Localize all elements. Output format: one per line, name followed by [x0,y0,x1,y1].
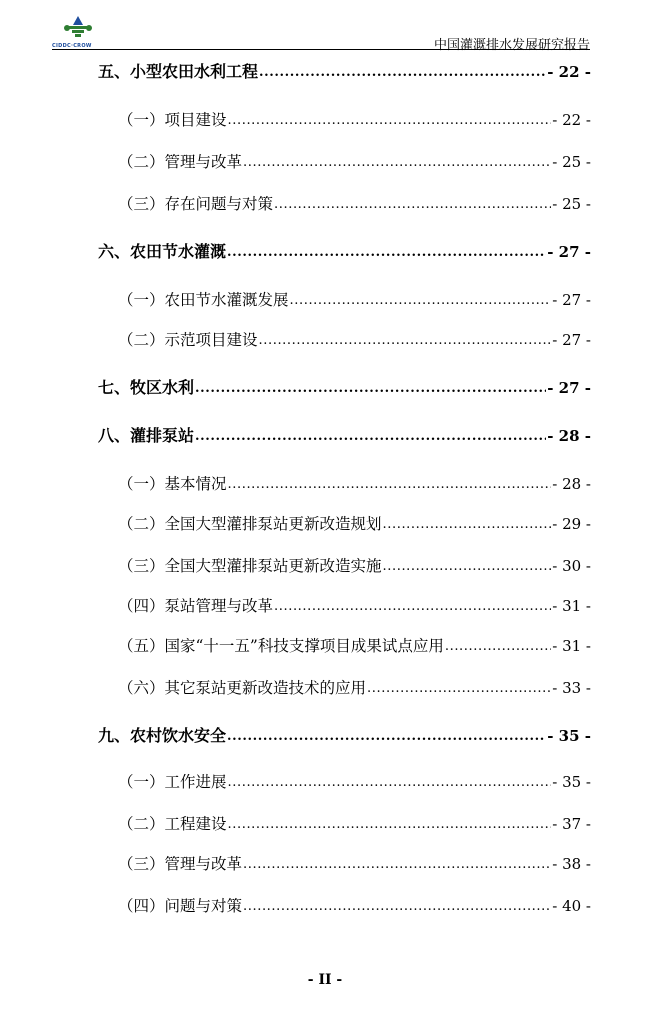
toc-entry-page-number: - 28 - [547,427,591,445]
toc-dot-leader [383,558,552,576]
toc-section-entry[interactable] [118,110,591,130]
toc-dot-leader [383,516,552,534]
toc-dot-leader [228,774,552,792]
toc-dot-leader [367,680,551,698]
toc-section-entry[interactable] [118,330,591,350]
toc-entry-page-number: - 31 - [552,597,591,615]
toc-dot-leader [228,816,552,834]
toc-chapter-entry[interactable] [98,378,591,398]
toc-chapter-entry[interactable] [98,426,591,446]
toc-entry-label: （四）问题与对策 [118,897,243,915]
toc-entry-page-number: - 38 - [552,855,591,873]
toc-entry-page-number: - 22 - [552,111,591,129]
toc-entry-label: （二）管理与改革 [118,153,243,171]
toc-entry-page-number: - 25 - [552,195,591,213]
toc-dot-leader [243,856,551,874]
toc-entry-label: （六）其它泵站更新改造技术的应用 [118,679,367,697]
toc-entry-page-number: - 37 - [552,815,591,833]
toc-entry-page-number: - 29 - [552,515,591,533]
toc-entry-page-number: - 27 - [552,291,591,309]
toc-entry-page-number: - 25 - [552,153,591,171]
toc-dot-leader [274,598,551,616]
toc-entry-label: （二）工程建设 [118,815,227,833]
toc-entry-label: （三）全国大型灌排泵站更新改造实施 [118,557,382,575]
toc-section-entry[interactable] [118,678,591,698]
toc-dot-leader [259,64,546,82]
toc-section-entry[interactable] [118,556,591,576]
toc-entry-page-number: - 22 - [547,63,591,81]
toc-section-entry[interactable] [118,290,591,310]
toc-dot-leader [243,154,551,172]
toc-section-entry[interactable] [118,636,591,656]
toc-section-entry[interactable] [118,152,591,172]
logo-text: CIDDC·CROW [52,43,92,49]
toc-entry-label: （一）农田节水灌溉发展 [118,291,289,309]
toc-entry-label: （一）工作进展 [118,773,227,791]
toc-dot-leader [228,112,552,130]
toc-section-entry[interactable] [118,896,591,916]
toc-dot-leader [227,728,546,746]
toc-entry-page-number: - 27 - [552,331,591,349]
toc-section-entry[interactable] [118,514,591,534]
toc-entry-label: 九、农村饮水安全 [98,726,227,745]
report-title: 中国灌溉排水发展研究报告 [433,38,590,53]
toc-chapter-entry[interactable] [98,62,591,82]
toc-entry-page-number: - 28 - [552,475,591,493]
toc-entry-page-number: - 27 - [547,243,591,261]
toc-entry-page-number: - 33 - [552,679,591,697]
toc-entry-label: 八、灌排泵站 [98,426,195,445]
toc-dot-leader [195,380,546,398]
toc-section-entry[interactable] [118,596,591,616]
toc-entry-page-number: - 30 - [552,557,591,575]
toc-dot-leader [259,332,552,350]
toc-entry-label: （三）管理与改革 [118,855,243,873]
toc-entry-label: （一）基本情况 [118,475,227,493]
toc-entry-label: 六、农田节水灌溉 [98,242,227,261]
toc-entry-label: （五）国家“十一五”科技支撑项目成果试点应用 [118,637,444,655]
toc-section-entry[interactable] [118,194,591,214]
toc-section-entry[interactable] [118,474,591,494]
toc-section-entry[interactable] [118,772,591,792]
toc-entry-label: 七、牧区水利 [98,378,195,397]
toc-dot-leader [290,292,552,310]
toc-chapter-entry[interactable] [98,242,591,262]
toc-entry-page-number: - 31 - [552,637,591,655]
toc-dot-leader [227,244,546,262]
toc-dot-leader [445,638,551,656]
toc-section-entry[interactable] [118,814,591,834]
toc-chapter-entry[interactable] [98,726,591,746]
toc-entry-page-number: - 35 - [552,773,591,791]
toc-entry-page-number: - 40 - [552,897,591,915]
toc-entry-page-number: - 35 - [547,727,591,745]
toc-entry-label: （三）存在问题与对策 [118,195,274,213]
toc-dot-leader [228,476,552,494]
toc-dot-leader [274,196,551,214]
toc-entry-label: （四）泵站管理与改革 [118,597,274,615]
toc-dot-leader [243,898,551,916]
toc-entry-label: （二）全国大型灌排泵站更新改造规划 [118,515,382,533]
toc-entry-page-number: - 27 - [547,379,591,397]
toc-entry-label: （一）项目建设 [118,111,227,129]
toc-dot-leader [195,428,546,446]
toc-section-entry[interactable] [118,854,591,874]
toc-entry-label: 五、小型农田水利工程 [98,62,259,81]
toc-entry-label: （二）示范项目建设 [118,331,258,349]
page-number: - II - [307,972,343,988]
